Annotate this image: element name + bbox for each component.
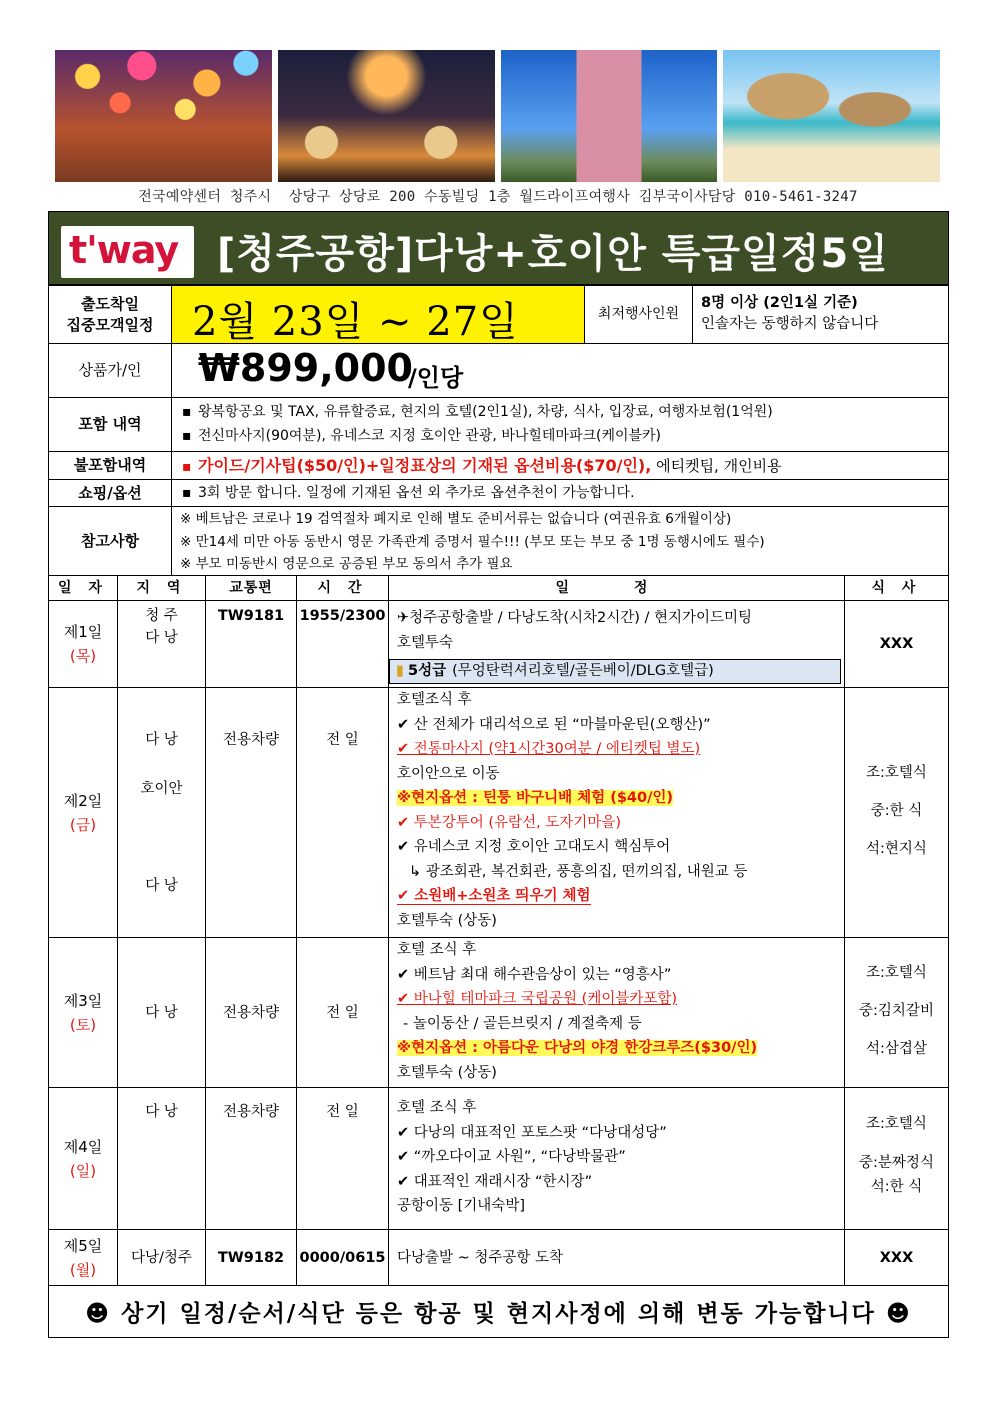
- notes-list: [171, 507, 948, 575]
- day-2-region: 다 낭 호이안 다 낭: [117, 688, 205, 937]
- day-4-region: 다 낭: [117, 1088, 205, 1229]
- option-night-cruise: ※현지옵션 : 아름다운 다낭의 야경 한강크루즈($30/인): [397, 1040, 758, 1056]
- excluded-cell: ▪ 가이드/기사팁($50/인)+일정표상의 기재된 옵션비용($70/인), 에티켓팁, 개인비용: [171, 452, 948, 479]
- day-3-time: 전 일: [296, 938, 388, 1087]
- day-2-label: 제2일 (금): [63, 791, 103, 834]
- shopping-label: 쇼핑/옵션: [78, 483, 142, 502]
- header-photos: [55, 50, 940, 182]
- day-3-label: 제3일 (토): [63, 991, 103, 1034]
- itinerary-sheet: [48, 211, 949, 1338]
- hotel-grade-box: ▮ 5성급 (무엉탄럭셔리호텔/골든베이/DLG호텔급): [389, 659, 841, 684]
- day-5-time: 0000/0615: [296, 1230, 388, 1285]
- day-1-row: [49, 601, 948, 688]
- photo-danang-cathedral: [501, 50, 718, 182]
- day-4-meals: 조:호텔식 중:분짜정식 석:한 식: [844, 1088, 948, 1229]
- hotel-icon: ▮: [396, 663, 404, 680]
- excluded-rest: 에티켓팁, 개인비용: [651, 457, 782, 475]
- col-day: 일 자: [58, 580, 108, 596]
- day-2-transport: 전용차량: [205, 688, 296, 937]
- photo-lanterns: [55, 50, 272, 182]
- note-2: ※ 만14세 미만 아동 동반시 영문 가족관계 증명서 필수!!! (부모 또는 부모 중 1명 동행시에도 필수): [180, 533, 765, 550]
- included-item-2: 전신마사지(90여분), 유네스코 지정 호이안 관광, 바나힐테마파크(케이블카): [198, 428, 662, 444]
- day-5-row: [49, 1230, 948, 1286]
- note-1: ※ 베트남은 코로나 19 검역절차 폐지로 인해 별도 준비서류는 없습니다 (여권유효 6개월이상): [180, 511, 732, 527]
- contact-line: 전국예약센터 청주시 상당구 상당로 200 수동빌딩 1층 월드라이프여행사 김부국이사담당 010-5461-3247: [138, 189, 858, 205]
- day-1-schedule: ✈청주공항출발 / 다낭도착(시차2시간) / 현지가이드미팅 호텔투숙 ▮ 5성급 (무엉탄럭셔리호텔/골든베이/DLG호텔급): [388, 601, 844, 687]
- excluded-row: [49, 452, 948, 480]
- min-pax-value: 8명 이상 (2인1실 기준): [701, 295, 858, 311]
- included-list: ▪ 왕복항공요 및 TAX, 유류할증료, 현지의 호텔(2인1실), 차량, 식사, 입장료, 여행자보험(1억원) ▪ 전신마사지(90여분), 유네스코 지정 호이안 관광, 바나힐테마파크(케이블카): [171, 398, 948, 451]
- title-banner: [49, 212, 948, 286]
- included-row: [49, 398, 948, 452]
- day-1-meal: XXX: [844, 601, 948, 687]
- notes-row: [49, 507, 948, 576]
- day-3-meals: 조:호텔식 중:김치갈비 석:삼겹살: [844, 938, 948, 1087]
- col-meal: 식 사: [844, 576, 948, 600]
- day-5-label: 제5일 (월): [63, 1236, 103, 1279]
- day-2-time: 전 일: [296, 688, 388, 937]
- dates-value-cell: [171, 286, 584, 343]
- price-value: ₩899,000: [198, 346, 413, 390]
- tour-dates: 2월 23일 ~ 27일: [192, 299, 519, 345]
- day-3-schedule: 호텔 조식 후 ✔ 베트남 최대 해수관음상이 있는 “영흥사” ✔ 바나힐 테마파크 국립공원 (케이블카포함) - 놀이동산 / 골든브릿지 / 계절축제 등 ※현지옵션 : 아름다운 다낭의 야경 한강크루즈($30/인) 호텔투숙 (상동): [388, 938, 844, 1087]
- day-2-meals: 조:호텔식 중:한 식 석:현지식: [844, 688, 948, 937]
- excluded-label: 불포함내역: [73, 456, 147, 474]
- day-1-flight: TW9181: [205, 601, 296, 687]
- min-pax-label: 최저행사인원: [584, 286, 692, 343]
- col-schedule: 일 정: [388, 576, 844, 600]
- day-1-region: 청 주 다 낭: [117, 601, 205, 687]
- day-5-meal: XXX: [844, 1230, 948, 1285]
- min-pax-note: 인솔자는 동행하지 않습니다: [701, 316, 879, 332]
- day-3-row: [49, 938, 948, 1088]
- tway-logo: t'way: [61, 226, 194, 278]
- option-basket-boat: ※현지옵션 : 틴퉁 바구니배 체험 ($40/인): [397, 790, 674, 806]
- min-pax-cell: [692, 286, 948, 343]
- notes-label: 참고사항: [81, 531, 139, 550]
- day-3-transport: 전용차량: [205, 938, 296, 1087]
- shopping-row: [49, 480, 948, 507]
- day-5-flight: TW9182: [205, 1230, 296, 1285]
- col-transport: 교통편: [205, 576, 296, 600]
- price-row: [49, 344, 948, 398]
- photo-beach: [723, 50, 940, 182]
- price-label: 상품가/인: [78, 361, 142, 379]
- day-1-time: 1955/2300: [296, 601, 388, 687]
- day-4-transport: 전용차량: [205, 1088, 296, 1229]
- page-title: [청주공항]다낭+호이안 특급일정5일: [217, 231, 889, 277]
- note-3: ※ 부모 미동반시 영문으로 공증된 부모 동의서 추가 필요: [180, 556, 513, 572]
- included-label: 포함 내역: [78, 415, 142, 433]
- day-2-row: [49, 688, 948, 938]
- day-4-time: 전 일: [296, 1088, 388, 1229]
- dates-row: [49, 286, 948, 344]
- shopping-text: 3회 방문 합니다. 일정에 기재된 옵션 외 추가로 옵션추천이 가능합니다.: [198, 485, 635, 501]
- day-5-schedule: 다낭출발 ~ 청주공항 도착: [388, 1230, 844, 1285]
- included-item-1: 왕복항공요 및 TAX, 유류할증료, 현지의 호텔(2인1실), 차량, 식사, 입장료, 여행자보험(1억원): [198, 404, 773, 420]
- shopping-cell: ▪ 3회 방문 합니다. 일정에 기재된 옵션 외 추가로 옵션추천이 가능합니다.: [171, 480, 948, 506]
- day-3-region: 다 낭: [117, 938, 205, 1087]
- day-4-row: [49, 1088, 948, 1230]
- day-5-region: 다낭/청주: [117, 1230, 205, 1285]
- price-cell: [171, 344, 948, 397]
- col-region: 지 역: [117, 576, 205, 600]
- day-1-label: 제1일 (목): [63, 623, 103, 665]
- dates-label: 출도착일 집중모객일정: [66, 294, 154, 334]
- day-4-label: 제4일 (일): [63, 1137, 103, 1180]
- excluded-tips: 가이드/기사팁($50/인)+일정표상의 기재된 옵션비용($70/인),: [198, 456, 652, 475]
- price-unit: /인당: [408, 364, 464, 392]
- schedule-header: [49, 576, 948, 601]
- footer-notice: ☻ 상기 일정/순서/식단 등은 항공 및 현지사정에 의해 변동 가능합니다 ☻: [85, 1300, 912, 1327]
- day-2-schedule: 호텔조식 후 ✔ 산 전체가 대리석으로 된 “마블마운틴(오행산)” ✔ 전통마사지 (약1시간30여분 / 에티켓팁 별도) 호이안으로 이동 ※현지옵션 : 틴퉁 바구니배 체험 ($40/인) ✔ 투본강투어 (유람선, 도자기마을) ✔ 유네스코 지정 호이안 고대도시 핵심투어 ↳ 광조회관, 복건회관, 풍흥의집, 떤끼의집, 내원교 등 ✔ 소원배+소원초 띄우기 체험 호텔투숙 (상동): [388, 688, 844, 937]
- photo-hoian-night: [278, 50, 495, 182]
- col-time: 시 간: [296, 576, 388, 600]
- day-4-schedule: 호텔 조식 후 ✔ 다낭의 대표적인 포토스팟 “다낭대성당” ✔ “까오다이교 사원”, “다낭박물관” ✔ 대표적인 재래시장 “한시장” 공항이동 [기내숙박]: [388, 1088, 844, 1229]
